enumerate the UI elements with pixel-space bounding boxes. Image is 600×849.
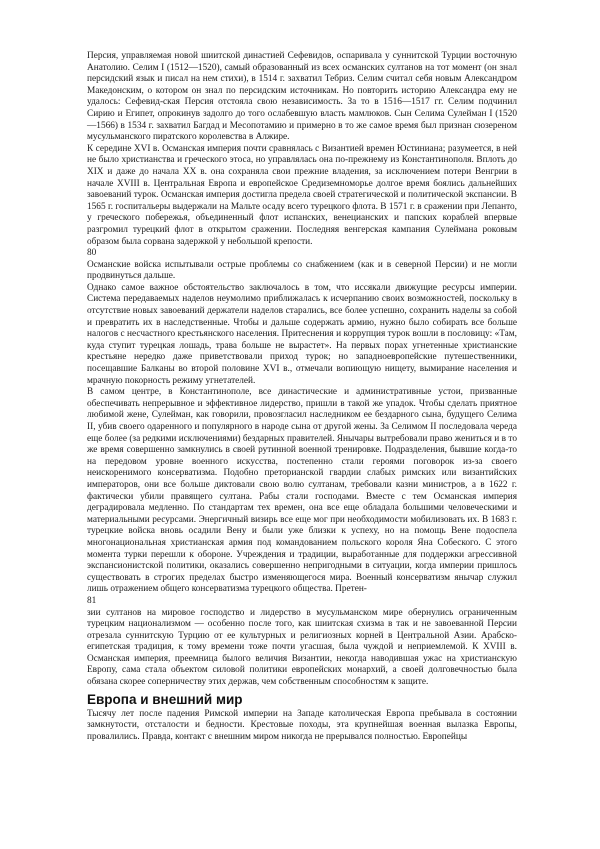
paragraph-ottoman-peak: К середине XVI в. Османская империя почти сравнялась с Византией времен Юстиниана; разумеется, в ней не было христианства и греческого этоса, но управлялась она по-прежнему из Константинополя. Вплоть до XIX и даже до начала XX в. она сохраняла свои прежние владения, за исключением потери Венгрии в начале XVIII в. Центральная Европа и европейское Средиземноморье долгое время боялись дальнейших завоеваний турок. Османская империя достигла предела своей стратегической и политической экспансии. В 1565 г. госпитальеры выдержали на Мальте осаду всего турецкого флота. В 1571 г. в сражении при Лепанто, у греческого побережья, объединенный флот испанских, венецианских и папских кораблей впервые разгромил турецкий флот в открытом сражении. Последняя венгерская кампания Сулеймана роковым образом была сорвана задержкой у небольшой крепости. bbox=[87, 143, 517, 247]
paragraph-supply: Османские войска испытывали острые проблемы со снабжением (как и в северной Персии) и не могли продвинуться дальше. bbox=[87, 259, 517, 282]
paragraph-resources: Однако самое важное обстоятельство заключалось в том, что иссякали движущие ресурсы империи. Система передаваемых наделов неумолимо приближалась к исчерпанию своих возможностей, поскольку в отсутствие новых завоеваний держатели наделов старались, все более успешно, сохранить наделы за собой и превратить их в наследственные. Чтобы и дальше содержать армию, нужно было собирать все больше налогов с несчастного крестьянского населения. Притеснения и коррупция турок вошли в пословицу: «Там, куда ступит турецкая лошадь, трава больше не вырастет». На первых порах угнетенные христианские крестьяне нередко даже приветствовали приход турок; но западноевропейские путешественники, посещавшие Балканы во второй половине XVI в., отмечали вопиющую нищету, вымирание населения и мрачную покорность режиму угнетателей. bbox=[87, 282, 517, 386]
paragraph-persia: Персия, управляемая новой шиитской династией Сефевидов, оспаривала у суннитской Турции восточную Анатолию. Селим I (1512—1520), самый образованный из всех османских султанов на тот момент (он знал персидский язык и писал на нем стихи), в 1514 г. захватил Тебриз. Селим считал себя новым Александром Македонским, о котором он знал по персидским источникам. Но повторить историю Александра ему не удалось: Сефевид-ская Персия отстояла свою независимость. За то в 1516—1517 гг. Селим подчинил Сирию и Египет, опрокинув задолго до того ослабевшую власть мамлюков. Сын Селима Сулейман I (1520—1566) в 1534 г. захватил Багдад и Месопотамию и примерно в то же самое время был признан сюзереном мусульманского пиратского королевства в Алжире. bbox=[87, 51, 517, 143]
paragraph-nationalism: зии султанов на мировое господство и лидерство в мусульманском мире обернулись ограниченным турецким национализмом — особенно после того, как шиитская схизма в так и не завоеванной Персии отрезала суннитскую Турцию от ее культурных и религиозных корней в Центральной Азии. Арабско-египетская традиция, к тому времени тоже почти угасшая, была чуждой и неприемлемой. К XVIII в. Османская империя, преемница былого величия Византии, некогда наводившая ужас на христианскую Европу, сама стала объектом силовой политики европейских монархий, а своей долговечностью была обязана скорее соперничеству этих держав, чем собственным способностям к защите. bbox=[87, 607, 517, 688]
paragraph-decline: В самом центре, в Константинополе, все династические и административные устои, призванные обеспечивать непрерывное и эффективное лидерство, пришли в такой же упадок. Чтобы сделать приятное любимой жене, Сулейман, как говорили, провозгласил наследником ее бездарного сына, будущего Селима II, убив своего одаренного и популярного в народе сына от другой жены. За Селимом II последовала череда еще более (за редкими исключениями) бездарных правителей. Янычары вытребовали право жениться и в то же время совершенно замкнулись в своей рутинной военной тренировке. Подразделения, бывшие когда-то на передовом уровне военного искусства, постепенно стали героями поговорок из-за своего неискоренимого консерватизма. Подобно преторианской гвардии слабых римских или византийских императоров, они все больше диктовали свою волю султанам, требовали казни министров, а в 1622 г. фактически убили правящего султана. Рабы стали господами. Вместе с тем Османская империя деградировала медленно. По стандартам тех времен, она все еще обладала большими человеческими и материальными ресурсами. Энергичный визирь все еще мог при необходимости мобилизовать их. В 1683 г. турецкие войска вновь осадили Вену и были уже близки к успеху, но на помощь Вене подоспела многонациональная христианская армия под командованием польского короля Яна Собеского. С этого момента турки перешли к обороне. Учреждения и традиции, выработанные для поддержки агрессивной экспансионистской политики, оказались совершенно непригодными в ситуации, когда империи пришлось существовать в строгих пределах быстро изменяющегося мира. Военный консерватизм янычар служил лишь отражением общего консерватизма турецкого общества. Претен- bbox=[87, 387, 517, 595]
page-number-81: 81 bbox=[87, 595, 97, 606]
page-number-80: 80 bbox=[87, 248, 97, 259]
section-heading: Европа и внешний мир bbox=[87, 691, 243, 707]
paragraph-europe: Тысячу лет после падения Римской империи на Западе католическая Европа пребывала в состоянии замкнутости, отсталости и бедности. Крестовые походы, эта крупнейшая военная вылазка Европы, провалились. Правда, контакт с внешним миром никогда не прерывался полностью. Европейцы bbox=[87, 708, 517, 742]
document-page bbox=[87, 51, 517, 743]
